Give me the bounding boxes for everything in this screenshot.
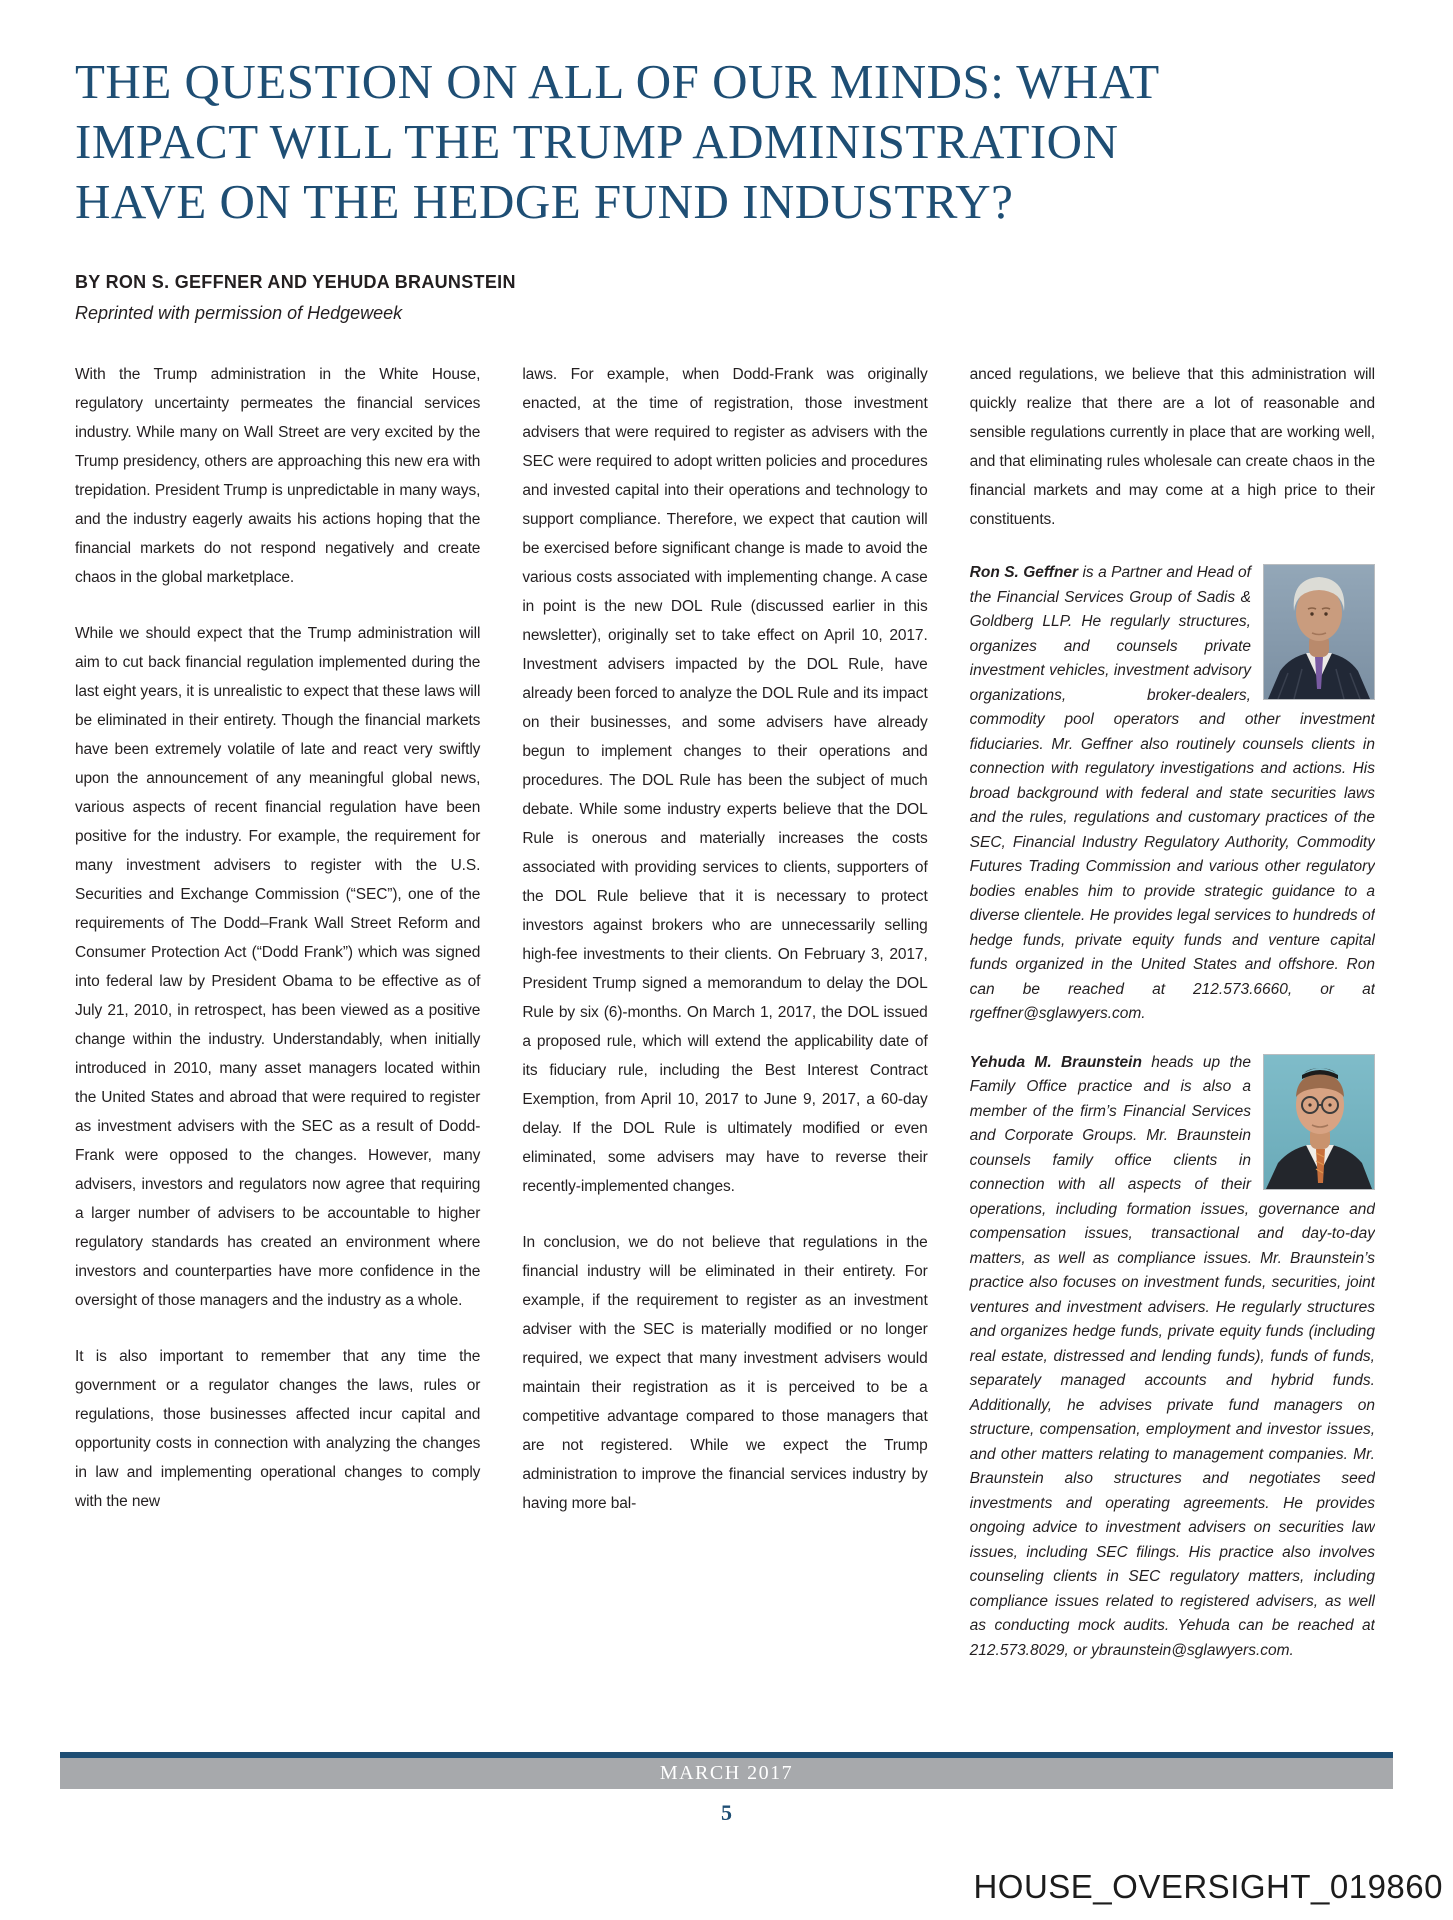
title-line: THE QUESTION ON ALL OF OUR MINDS: WHAT [75, 54, 1160, 109]
paragraph: While we should expect that the Trump administration will aim to cut back financial regulation implemented during the last eight years, it is unrealistic to expect that these laws will be eliminated in their entirety. Though the financial markets have been extremely volatile of late and react very swiftly upon the announcement of any meaningful global news, various aspects of recent financial regulation have been positive for the industry. For example, the requirement for many investment advisers to register with the U.S. Securities and Exchange Commission (“SEC”), one of the requirements of The Dodd–Frank Wall Street Reform and Consumer Protection Act (“Dodd Frank”) which was signed into federal law by President Obama to be effective as of July 21, 2010, in retrospect, has been viewed as a positive change within the industry. Understandably, when initially introduced in 2010, many asset managers located within the United States and abroad that were required to register as investment advisers with the SEC as a result of Dodd-Frank were opposed to the changes. However, many advisers, investors and regulators now agree that requiring a larger number of advisers to be accountable to higher regulatory standards has created an environment where investors and counterparties have more confidence in the oversight of those managers and the industry as a whole. [75, 625, 481, 1309]
bio-author-name: Yehuda M. Braunstein [969, 1053, 1142, 1071]
issue-bar [60, 1752, 1393, 1789]
issue-label: MARCH 2017 [659, 1762, 794, 1784]
yehuda-braunstein-photo [1263, 1054, 1375, 1190]
article-title [75, 52, 1385, 232]
bio-yehuda-braunstein [970, 1051, 1375, 1664]
article-column-1 [75, 360, 480, 1748]
paragraph: With the Trump administration in the White House, regulatory uncertainty permeates the financial services industry. While many on Wall Street are very excited by the Trump presidency, others are approaching this new era with trepidation. President Trump is unpredictable in many ways, and the industry eagerly awaits his actions hoping that the financial markets do not respond negatively and create chaos in the global marketplace. [75, 366, 481, 586]
article-column-3 [970, 360, 1375, 1748]
bio-author-text: is a Partner and Head of the Financial Services Group of Sadis & Goldberg LLP. He regularly structures, organizes and counsels private investment vehicles, investment advisory organizations, broker-dealers, commodity pool operators and other investment fiduciaries. Mr. Geffner also routinely counsels clients in connection with regulatory investigations and actions. His broad background with federal and state securities laws and the rules, regulations and customary practices of the SEC, Financial Industry Regulatory Authority, Commodity Futures Trading Commission and various other regulatory bodies enables him to provide strategic guidance to a diverse clientele. He provides legal services to hundreds of hedge funds, private equity funds and venture capital funds organized in the United States and offshore. Ron can be reached at 212.573.6660, or at rgeffner@sglawyers.com. [969, 564, 1375, 1022]
article-column-2 [522, 360, 927, 1748]
ron-geffner-photo [1263, 564, 1375, 700]
paragraph: It is also important to remember that any time the government or a regulator changes the laws, rules or regulations, those businesses affected incur capital and opportunity costs in connection with analyzing the changes in law and implementing operational changes to comply with the new [75, 1348, 481, 1510]
byline: BY RON S. GEFFNER AND YEHUDA BRAUNSTEIN [75, 272, 516, 292]
paragraph: anced regulations, we believe that this administration will quickly realize that there are a lot of reasonable and sensible regulations currently in place that are working well, and that eliminating rules wholesale can create chaos in the financial markets and may come at a high price to their constituents. [969, 366, 1375, 528]
bio-author-name: Ron S. Geffner [969, 564, 1079, 581]
attribution-note: Reprinted with permission of Hedgeweek [75, 303, 403, 323]
title-line: IMPACT WILL THE TRUMP ADMINISTRATION [75, 114, 1119, 169]
page-number: 5 [721, 1800, 732, 1825]
title-line: HAVE ON THE HEDGE FUND INDUSTRY? [75, 174, 1014, 229]
paragraph: In conclusion, we do not believe that regulations in the financial industry will be eliminated in their entirety. For example, if the requirement to register as an investment adviser with the SEC is materially modified or no longer required, we expect that many investment advisers would maintain their registration as it is perceived to be a competitive advantage compared to those managers that are not registered. While we expect the Trump administration to improve the financial services industry by having more bal- [522, 1234, 928, 1512]
bio-ron-geffner [970, 561, 1375, 1027]
article-body [75, 360, 1375, 1748]
paragraph: laws. For example, when Dodd-Frank was originally enacted, at the time of registration, those investment advisers that were required to register as advisers with the SEC were required to adopt written policies and procedures and invested capital into their operations and technology to support compliance. Therefore, we expect that caution will be exercised before significant change is made to avoid the various costs associated with implementing change. A case in point is the new DOL Rule (discussed earlier in this newsletter), originally set to take effect on April 10, 2017. Investment advisers impacted by the DOL Rule, have already been forced to analyze the DOL Rule and its impact on their businesses, and some advisers have already begun to implement changes to their operations and procedures. The DOL Rule has been the subject of much debate. While some industry experts believe that the DOL Rule is onerous and materially increases the costs associated with providing services to clients, supporters of the DOL Rule believe that it is necessary to protect investors against brokers who are unnecessarily selling high-fee investments to their clients. On February 3, 2017, President Trump signed a memorandum to delay the DOL Rule by six (6)-months. On March 1, 2017, the DOL issued a proposed rule, which will extend the applicability date of its fiduciary rule, including the Best Interest Contract Exemption, from April 10, 2017 to June 9, 2017, a 60-day delay. If the DOL Rule is ultimately modified or even eliminated, some advisers may have to reverse their recently-implemented changes. [522, 366, 928, 1195]
bates-stamp: HOUSE_OVERSIGHT_019860 [973, 1868, 1443, 1905]
bio-author-text: heads up the Family Office practice and is also a member of the firm’s Financial Services and Corporate Groups. Mr. Braunstein counsels family office clients in connection with all aspects of their operations, including formation issues, governance and compensation issues, transactional and day-to-day matters, as well as compliance issues. Mr. Braunstein’s practice also focuses on investment funds, securities, joint ventures and investment advisers. He regularly structures and organizes hedge funds, private equity funds (including real estate, distressed and lending funds), funds of funds, separately managed accounts and hybrid funds. Additionally, he advises private fund managers on structure, compensation, employment and investor issues, and other matters relating to management companies. Mr. Braunstein also structures and negotiates seed investments and operating agreements. He provides ongoing advice to investment advisers on securities law issues, including SEC filings. His practice also involves counseling clients in SEC regulatory matters, including compliance issues related to registered advisers, as well as conducting mock audits. Yehuda can be reached at 212.573.8029, or ybraunstein@sglawyers.com. [969, 1053, 1375, 1659]
